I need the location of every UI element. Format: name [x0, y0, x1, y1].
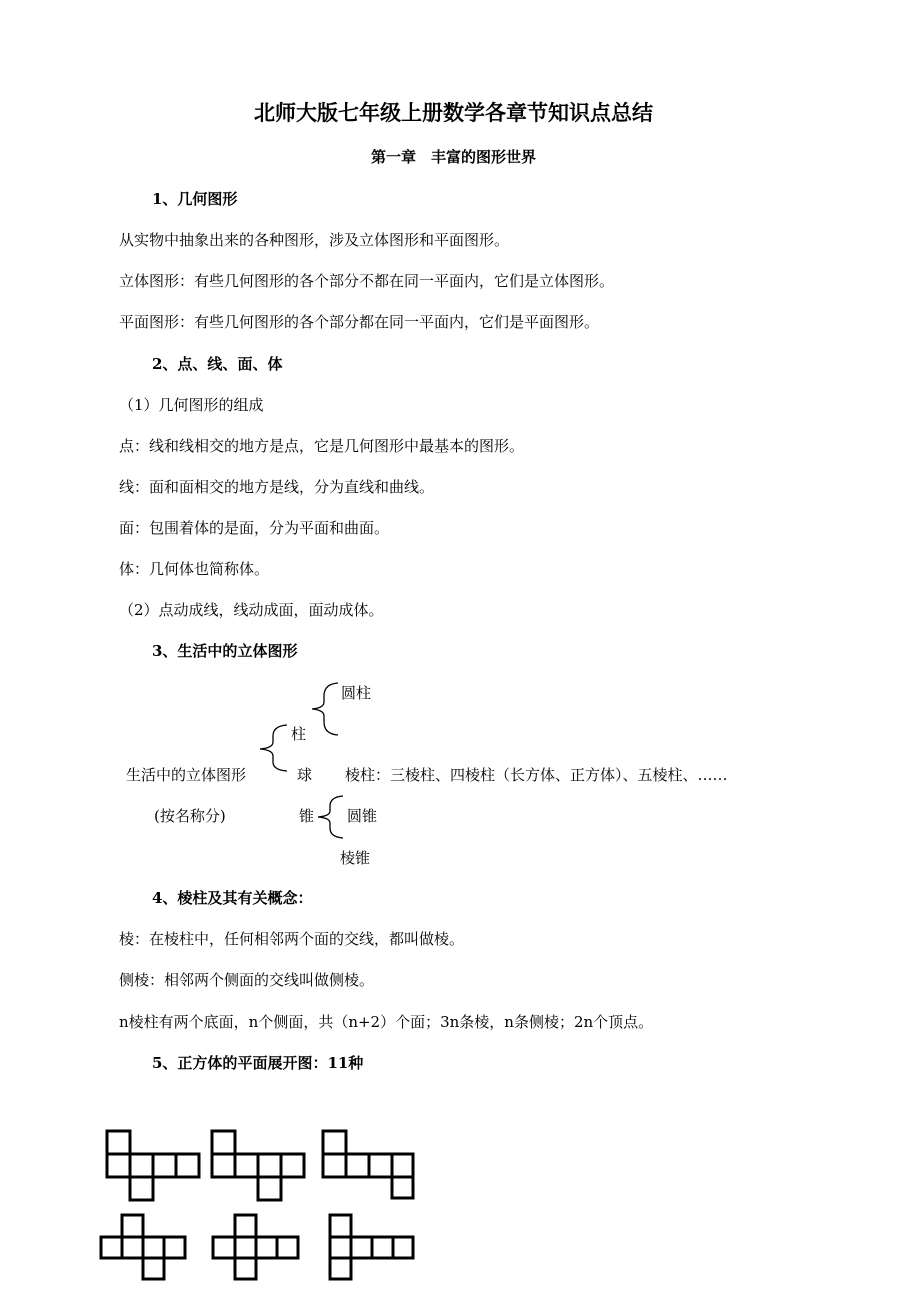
- cube-net-2: [212, 1131, 304, 1200]
- section-heading-5: 5、正方体的平面展开图：11种: [152, 1054, 364, 1072]
- body-line: 立体图形：有些几何图形的各个部分不都在同一平面内，它们是立体图形。: [119, 272, 615, 290]
- body-line: （2）点动成线，线动成面，面动成体。: [119, 601, 384, 619]
- body-line: n棱柱有两个底面，n个侧面，共（n+2）个面；3n条棱，n条侧棱；2n个顶点。: [119, 1013, 654, 1031]
- class-root-note: (按名称分): [154, 807, 226, 825]
- class-root: 生活中的立体图形: [126, 766, 247, 784]
- chapter-heading: 第一章 丰富的图形世界: [371, 148, 537, 166]
- body-line: 平面图形：有些几何图形的各个部分都在同一平面内，它们是平面图形。: [119, 313, 600, 331]
- body-line: 点：线和线相交的地方是点，它是几何图形中最基本的图形。: [119, 437, 525, 455]
- cube-net-3: [323, 1131, 413, 1198]
- class-sphere: 球: [297, 766, 313, 784]
- body-line: 面：包围着体的是面，分为平面和曲面。: [119, 519, 390, 537]
- body-line: 侧棱：相邻两个侧面的交线叫做侧棱。: [119, 971, 375, 989]
- cube-net-1: [107, 1131, 199, 1200]
- section-heading-2: 2、点、线、面、体: [152, 355, 283, 373]
- body-line: 体：几何体也简称体。: [119, 560, 270, 578]
- class-pyramid: 棱锥: [340, 849, 371, 867]
- class-cylinder: 圆柱: [341, 684, 372, 702]
- class-cone: 锥: [299, 807, 315, 825]
- section-heading-1: 1、几何图形: [152, 190, 238, 208]
- cube-net-4: [101, 1215, 185, 1279]
- class-prism-kinds: 棱柱：三棱柱、四棱柱（长方体、正方体）、五棱柱、……: [345, 766, 728, 784]
- page-title: 北师大版七年级上册数学各章节知识点总结: [254, 100, 653, 125]
- cube-net-6: [330, 1215, 413, 1279]
- section-heading-4: 4、棱柱及其有关概念：: [152, 889, 313, 907]
- body-line: 棱：在棱柱中，任何相邻两个面的交线，都叫做棱。: [119, 930, 465, 948]
- class-circular-cone: 圆锥: [347, 807, 378, 825]
- body-line: 线：面和面相交的地方是线，分为直线和曲线。: [119, 478, 435, 496]
- section-heading-3: 3、生活中的立体图形: [152, 642, 298, 660]
- class-prism: 柱: [291, 725, 307, 743]
- body-line: 从实物中抽象出来的各种图形，涉及立体图形和平面图形。: [119, 231, 510, 249]
- body-line: （1）几何图形的组成: [119, 396, 264, 414]
- cube-net-5: [213, 1215, 298, 1279]
